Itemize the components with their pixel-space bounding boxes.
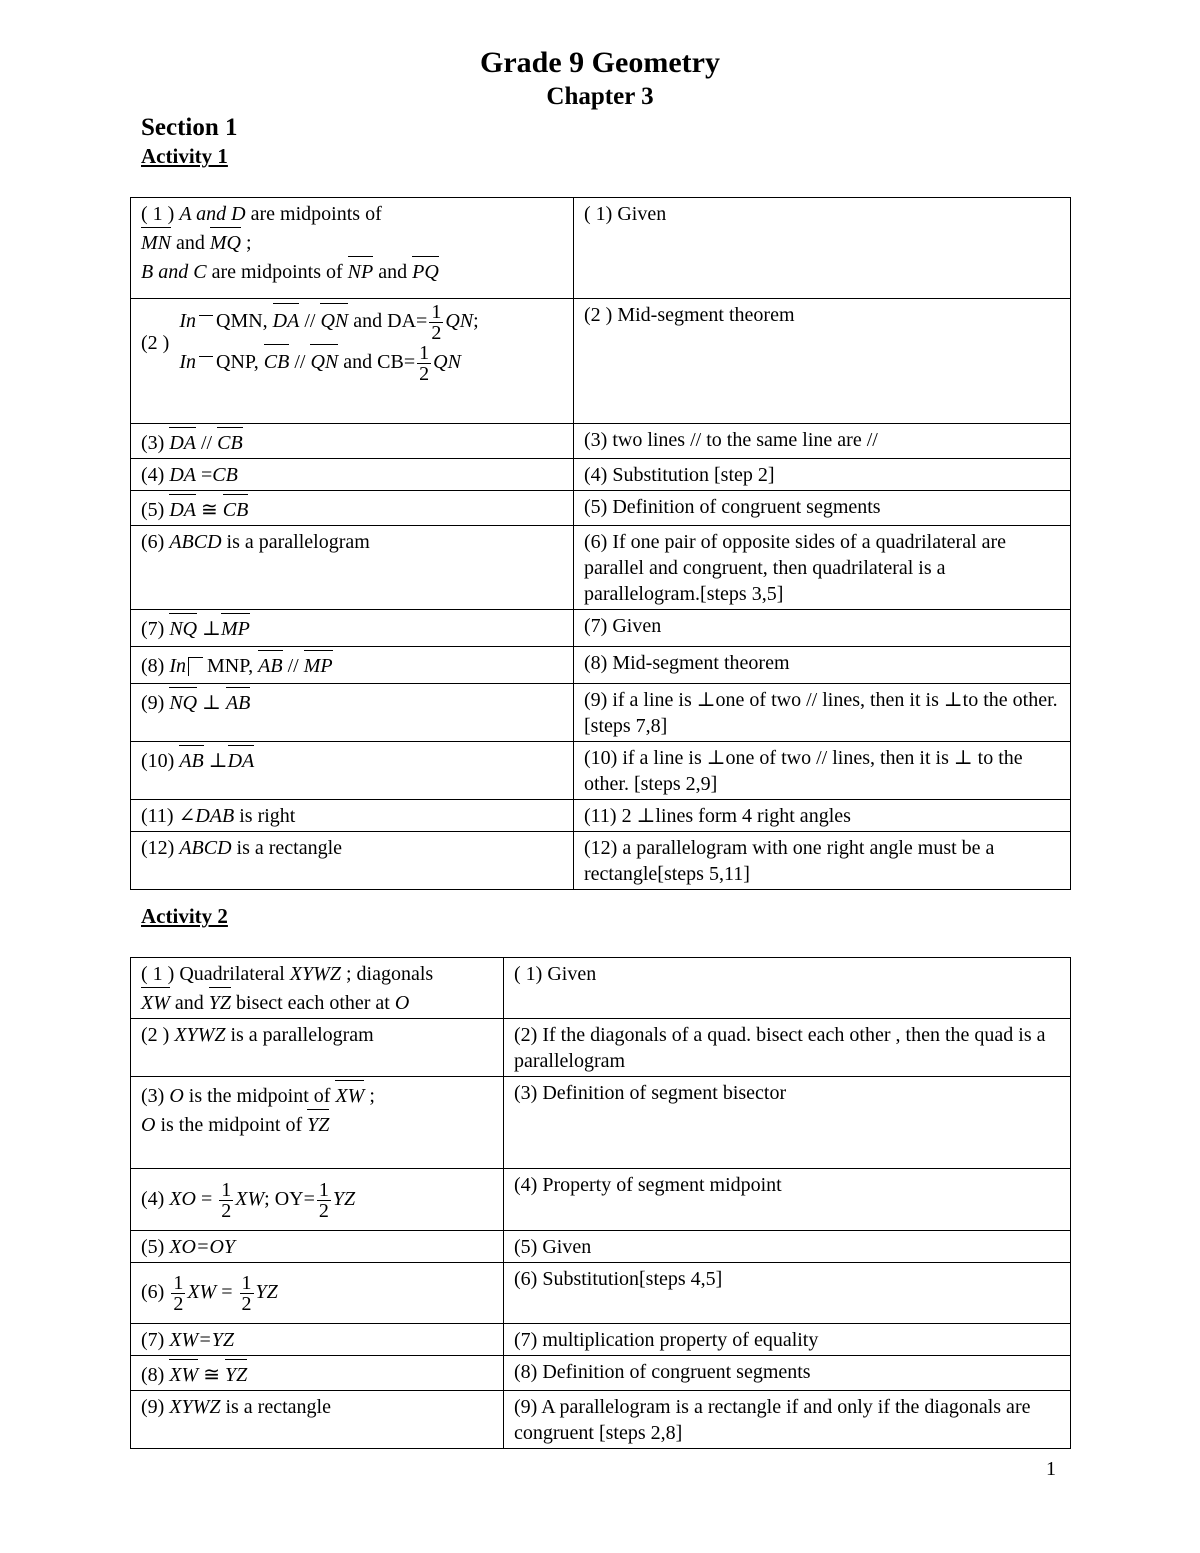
reason-cell: ( 1) Given: [574, 198, 1071, 299]
activity1-proof-table: [130, 197, 1071, 890]
table-row: [131, 491, 1071, 526]
table-row: [131, 800, 1071, 832]
reason-cell: (2 ) Mid-segment theorem: [574, 299, 1071, 424]
table-row: [131, 1356, 1071, 1391]
table-row: [131, 832, 1071, 890]
reason-cell: (2) If the diagonals of a quad. bisect each other , then the quad is a parallelogram: [504, 1019, 1071, 1077]
statement-cell: (3) DA // CB: [131, 424, 574, 459]
statement-cell: (12) ABCD is a rectangle: [131, 832, 574, 890]
statement-cell: (4) XO = $\frac{1}{2}$ XW; OY= $\frac{1}{2}$ YZ: [131, 1169, 504, 1231]
statement-cell: (6) ABCD is a parallelogram: [131, 526, 574, 610]
table-row: [131, 1324, 1071, 1356]
statement-cell: (7) NQ ⊥MP: [131, 610, 574, 647]
statement-cell: (8) XW ≅ YZ: [131, 1356, 504, 1391]
statement-cell: (5) XO=OY: [131, 1231, 504, 1263]
table-row: [131, 1077, 1071, 1169]
table-row: [131, 526, 1071, 610]
reason-cell: (3) two lines // to the same line are //: [574, 424, 1071, 459]
statement-cell: (10) AB ⊥DA: [131, 742, 574, 800]
reason-cell: (7) Given: [574, 610, 1071, 647]
statement-cell: (9) NQ ⊥ AB: [131, 684, 574, 742]
table-row: [131, 1169, 1071, 1231]
reason-cell: (3) Definition of segment bisector: [504, 1077, 1071, 1169]
statement-cell: (3) O is the midpoint of XW ; O is the midpoint of YZ: [131, 1077, 504, 1169]
table-row: [131, 459, 1071, 491]
page-title: Grade 9 Geometry: [480, 46, 720, 79]
statement-cell: (4) DA =CB: [131, 459, 574, 491]
reason-cell: (11) 2 ⊥lines form 4 right angles: [574, 800, 1071, 832]
section-heading: Section 1: [141, 114, 238, 141]
table-row: [131, 1391, 1071, 1449]
table-row: [131, 198, 1071, 299]
statement-cell: (2 ) XYWZ is a parallelogram: [131, 1019, 504, 1077]
reason-cell: (6) If one pair of opposite sides of a quadrilateral are parallel and congruent, then quadrilateral is a parallelogram.[steps 3,5]: [574, 526, 1071, 610]
table-row: [131, 424, 1071, 459]
table-row: [131, 299, 1071, 424]
activity1-heading: Activity 1: [141, 144, 228, 168]
reason-cell: (4) Substitution [step 2]: [574, 459, 1071, 491]
statement-cell: (11) ∠DAB is right: [131, 800, 574, 832]
reason-cell: (8) Mid-segment theorem: [574, 647, 1071, 684]
reason-cell: ( 1) Given: [504, 958, 1071, 1019]
reason-cell: (9) A parallelogram is a rectangle if and only if the diagonals are congruent [steps 2,8]: [504, 1391, 1071, 1449]
table-row: [131, 647, 1071, 684]
table-row: [131, 742, 1071, 800]
statement-cell: ( 1 ) A and D are midpoints of MN and MQ ; B and C are midpoints of NP and PQ: [131, 198, 574, 299]
table-row: [131, 610, 1071, 647]
activity2-heading: Activity 2: [141, 904, 228, 928]
reason-cell: (12) a parallelogram with one right angle must be a rectangle[steps 5,11]: [574, 832, 1071, 890]
activity2-proof-table: [130, 957, 1071, 1449]
reason-cell: (10) if a line is ⊥one of two // lines, then it is ⊥ to the other. [steps 2,9]: [574, 742, 1071, 800]
reason-cell: (7) multiplication property of equality: [504, 1324, 1071, 1356]
statement-cell: ( 1 ) Quadrilateral XYWZ ; diagonals XW and YZ bisect each other at O: [131, 958, 504, 1019]
statement-cell: (6) $\frac{1}{2}$ XW = $\frac{1}{2}$ YZ: [131, 1263, 504, 1324]
statement-cell: (2 ) In QMN, DA // QN and DA= $\frac{1}{2}$ QN; In QNP, CB // QN and CB= $\frac{1}{2}$ QN: [131, 299, 574, 424]
reason-cell: (9) if a line is ⊥one of two // lines, then it is ⊥to the other. [steps 7,8]: [574, 684, 1071, 742]
reason-cell: (6) Substitution[steps 4,5]: [504, 1263, 1071, 1324]
reason-cell: (5) Given: [504, 1231, 1071, 1263]
table-row: [131, 1263, 1071, 1324]
page-number: 1: [1046, 1458, 1056, 1480]
reason-cell: (4) Property of segment midpoint: [504, 1169, 1071, 1231]
statement-cell: (9) XYWZ is a rectangle: [131, 1391, 504, 1449]
reason-cell: (8) Definition of congruent segments: [504, 1356, 1071, 1391]
statement-cell: (8) In MNP, AB // MP: [131, 647, 574, 684]
table-row: [131, 1231, 1071, 1263]
table-row: [131, 684, 1071, 742]
statement-cell: (5) DA ≅ CB: [131, 491, 574, 526]
chapter-heading: Chapter 3: [546, 83, 654, 110]
table-row: [131, 958, 1071, 1019]
table-row: [131, 1019, 1071, 1077]
reason-cell: (5) Definition of congruent segments: [574, 491, 1071, 526]
statement-cell: (7) XW=YZ: [131, 1324, 504, 1356]
